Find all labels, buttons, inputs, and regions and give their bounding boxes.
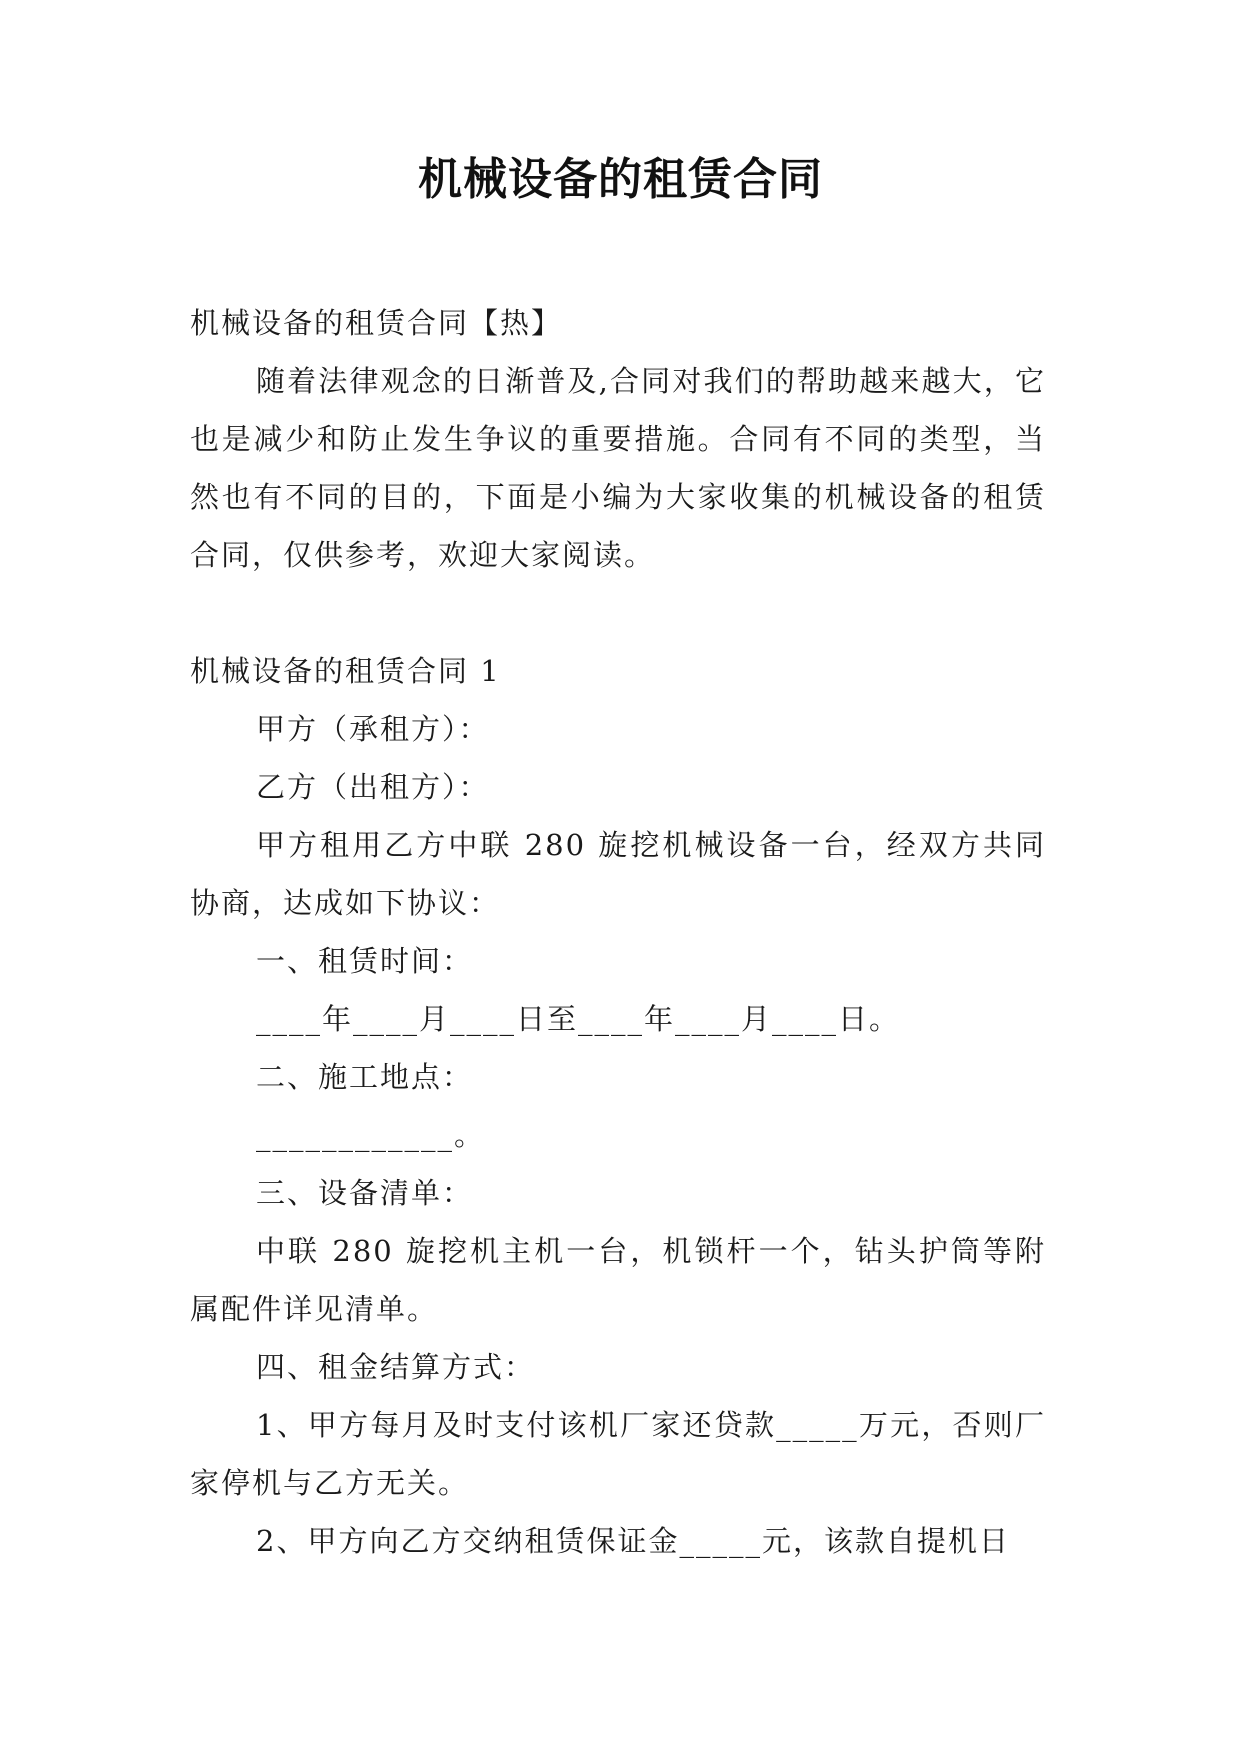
clause-4-item-1: 1、甲方每月及时支付该机厂家还贷款_____万元，否则厂家停机与乙方无关。 [190,1408,1046,1500]
clause-1-body: ____年____月____日至____年____月____日。 [256,1002,901,1036]
clause-2-body: ____________。 [256,1118,486,1152]
clause-1-title: 一、租赁时间： [256,944,474,978]
paragraph-gap [190,584,1046,642]
party-b-line: 乙方（出租方）： [256,770,490,804]
clause-4-title: 四、租金结算方式： [256,1350,536,1384]
section-heading: 机械设备的租赁合同 1 [190,654,501,688]
clause-3-title: 三、设备清单： [256,1176,474,1210]
clause-4-item-2: 2、甲方向乙方交纳租赁保证金_____元，该款自提机日 [256,1524,1010,1558]
party-a-line: 甲方（承租方）： [256,712,490,746]
preamble-paragraph: 甲方租用乙方中联 280 旋挖机械设备一台，经双方共同协商，达成如下协议： [190,828,1046,920]
document-subtitle: 机械设备的租赁合同【热】 [190,306,563,340]
document-title: 机械设备的租赁合同 [418,154,823,205]
clause-2-title: 二、施工地点： [256,1060,474,1094]
document-body [190,294,1046,1570]
intro-paragraph: 随着法律观念的日渐普及,合同对我们的帮助越来越大，它也是减少和防止发生争议的重要措施。合同有不同的类型，当然也有不同的目的，下面是小编为大家收集的机械设备的租赁合同，仅供参考，欢迎大家阅读。 [190,364,1046,572]
clause-3-body: 中联 280 旋挖机主机一台，机锁杆一个，钻头护筒等附属配件详见清单。 [190,1234,1046,1326]
